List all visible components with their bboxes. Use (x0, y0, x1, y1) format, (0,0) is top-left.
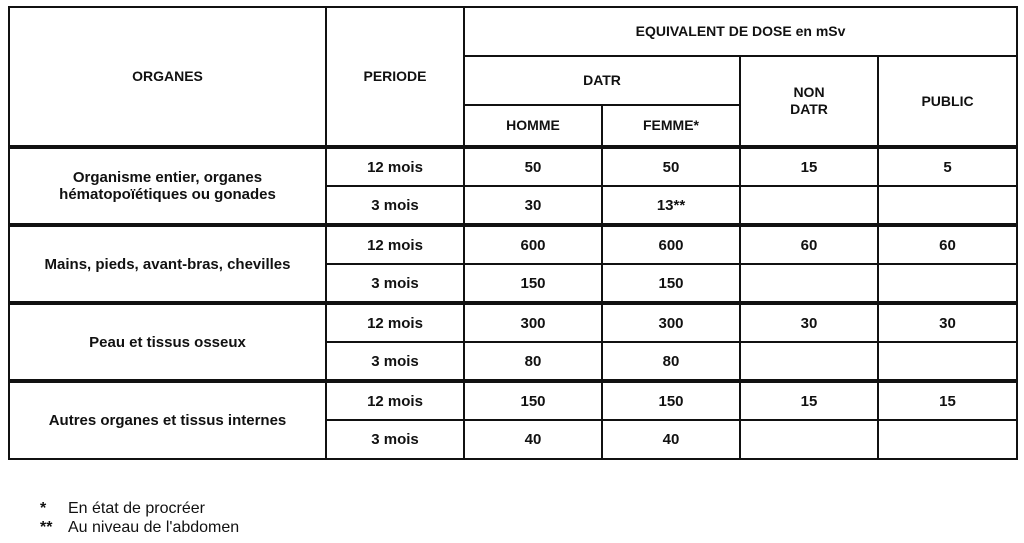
non-datr-cell (740, 264, 878, 303)
homme-cell: 40 (464, 420, 602, 459)
public-cell (878, 264, 1017, 303)
table-row (9, 225, 1017, 264)
table-row (9, 381, 1017, 420)
periode-cell: 12 mois (326, 381, 464, 420)
femme-cell: 50 (602, 147, 740, 186)
homme-cell: 50 (464, 147, 602, 186)
non-datr-cell (740, 420, 878, 459)
non-datr-cell: 60 (740, 225, 878, 264)
non-datr-cell: 30 (740, 303, 878, 342)
periode-cell: 3 mois (326, 420, 464, 459)
public-cell: 5 (878, 147, 1017, 186)
periode-cell: 12 mois (326, 225, 464, 264)
femme-cell: 150 (602, 381, 740, 420)
periode-cell: 3 mois (326, 342, 464, 381)
non-datr-cell: 15 (740, 381, 878, 420)
homme-cell: 80 (464, 342, 602, 381)
femme-cell: 80 (602, 342, 740, 381)
homme-cell: 30 (464, 186, 602, 225)
header-non-datr-label: NON DATR (790, 84, 828, 117)
public-cell (878, 342, 1017, 381)
footnote-item (40, 499, 239, 518)
femme-cell: 600 (602, 225, 740, 264)
non-datr-cell (740, 342, 878, 381)
homme-cell: 600 (464, 225, 602, 264)
public-cell: 60 (878, 225, 1017, 264)
non-datr-cell (740, 186, 878, 225)
footnote-mark: * (40, 500, 47, 517)
homme-cell: 150 (464, 264, 602, 303)
header-periode: PERIODE (326, 7, 464, 147)
public-cell: 15 (878, 381, 1017, 420)
header-datr: DATR (464, 56, 740, 105)
organ-cell: Mains, pieds, avant-bras, chevilles (9, 225, 326, 303)
femme-cell: 40 (602, 420, 740, 459)
non-datr-cell: 15 (740, 147, 878, 186)
organ-cell: Autres organes et tissus internes (9, 381, 326, 459)
public-cell: 30 (878, 303, 1017, 342)
homme-cell: 300 (464, 303, 602, 342)
header-femme: FEMME* (602, 105, 740, 147)
periode-cell: 12 mois (326, 303, 464, 342)
femme-cell: 300 (602, 303, 740, 342)
femme-cell: 150 (602, 264, 740, 303)
header-public: PUBLIC (878, 56, 1017, 147)
femme-cell: 13** (602, 186, 740, 225)
header-equivalent-dose: EQUIVALENT DE DOSE en mSv (464, 7, 1017, 56)
public-cell (878, 186, 1017, 225)
periode-cell: 12 mois (326, 147, 464, 186)
periode-cell: 3 mois (326, 186, 464, 225)
footnote-item (40, 518, 239, 537)
organ-cell: Peau et tissus osseux (9, 303, 326, 381)
organ-cell: Organisme entier, organes hématopoïétiques ou gonades (9, 147, 326, 225)
header-organes: ORGANES (9, 7, 326, 147)
table-row (9, 147, 1017, 186)
table-row (9, 303, 1017, 342)
header-homme: HOMME (464, 105, 602, 147)
public-cell (878, 420, 1017, 459)
footnote-text: Au niveau de l'abdomen (68, 519, 240, 536)
header-non-datr (740, 56, 878, 147)
homme-cell: 150 (464, 381, 602, 420)
footnote-text: En état de procréer (68, 500, 205, 517)
footnote-mark: ** (40, 519, 53, 536)
footnotes (40, 499, 239, 537)
periode-cell: 3 mois (326, 264, 464, 303)
dose-limits-table (8, 6, 1018, 460)
